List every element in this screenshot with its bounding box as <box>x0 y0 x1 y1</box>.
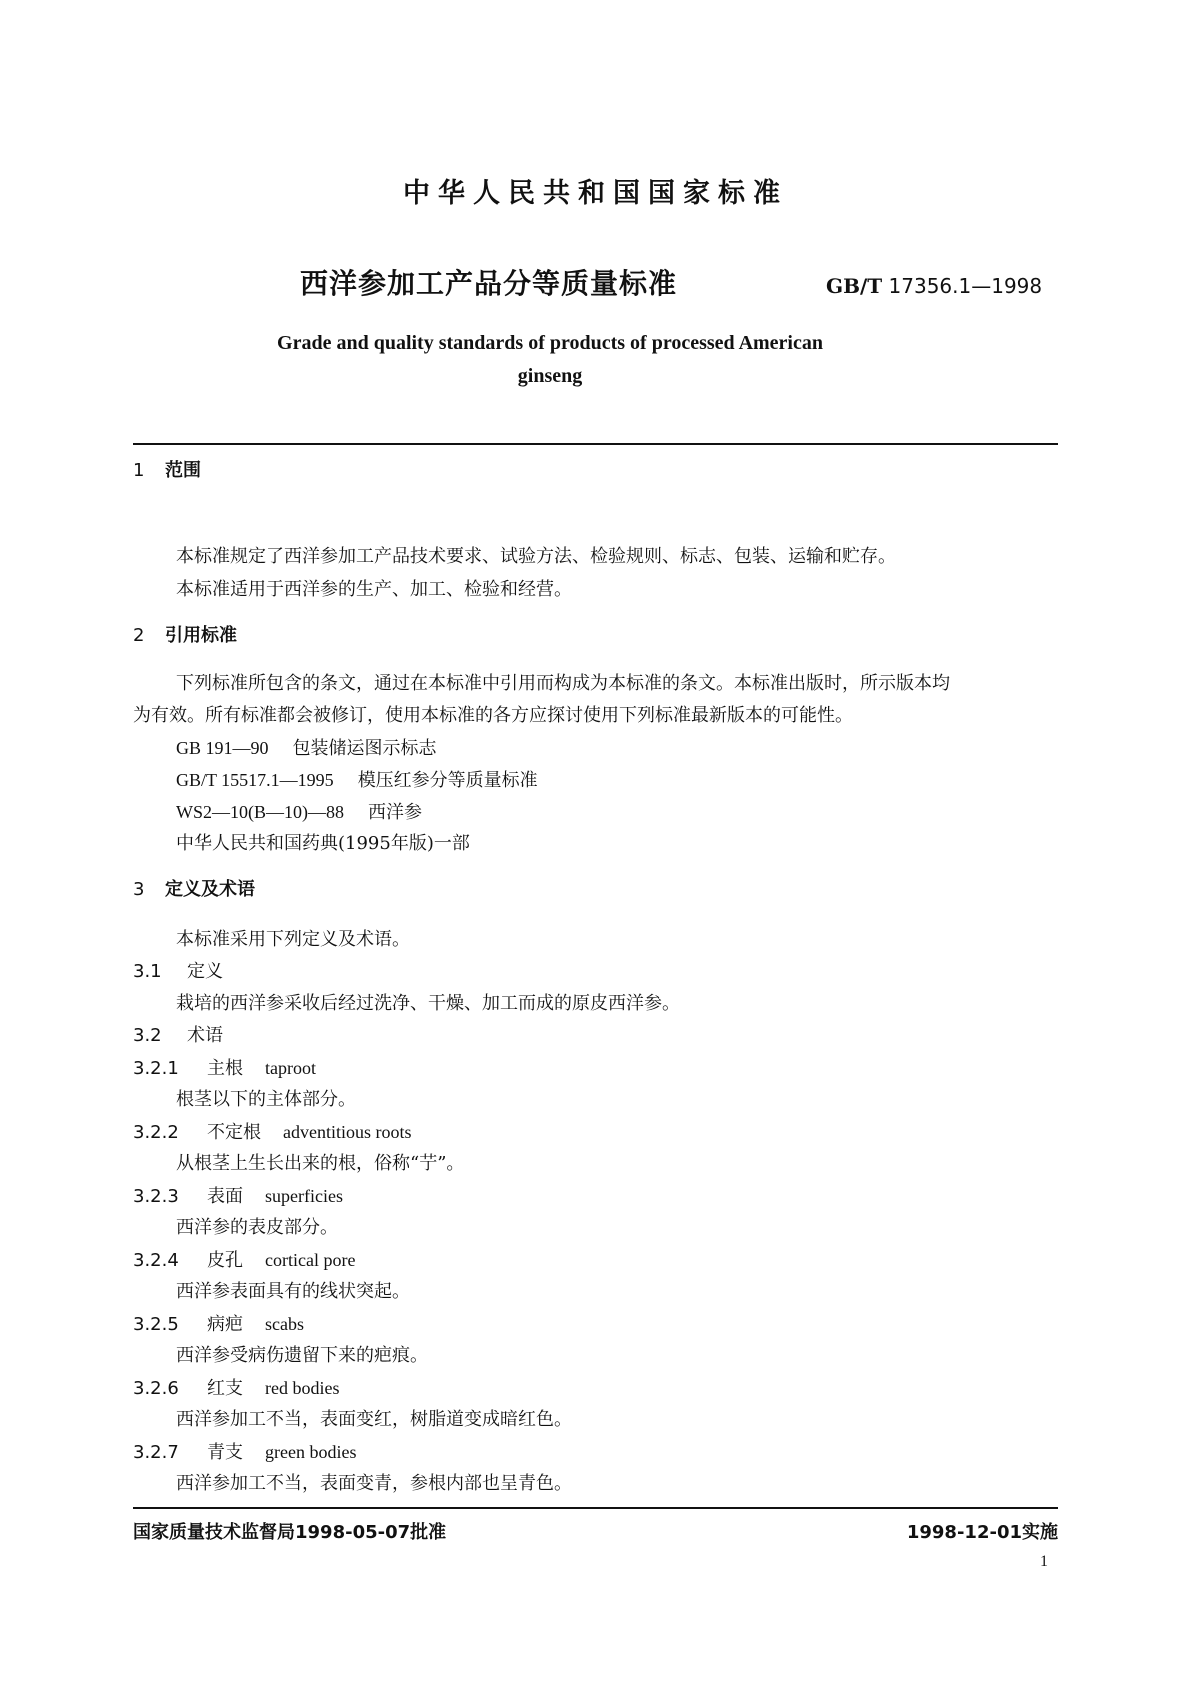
clause-title: 定义 <box>187 961 223 982</box>
term-number: 3.2.7 <box>133 1442 179 1463</box>
reference-name: 模压红参分等质量标准 <box>357 770 538 791</box>
approval-line: 国家质量技术监督局1998-05-07批准 <box>133 1522 447 1543</box>
term-definition: 西洋参受病伤遗留下来的疤痕。 <box>176 1345 428 1366</box>
reference-item <box>176 735 437 762</box>
paragraph: 本标准适用于西洋参的生产、加工、检验和经营。 <box>176 579 572 600</box>
term-definition: 西洋参加工不当，表面变青，参根内部也呈青色。 <box>176 1473 572 1494</box>
reference-item <box>176 799 422 826</box>
term-cn: 红支 <box>207 1378 243 1399</box>
standard-title-cn: 西洋参加工产品分等质量标准 <box>300 267 678 300</box>
term-cn: 主根 <box>207 1058 243 1079</box>
standard-code: 17356.1—1998 <box>888 274 1043 298</box>
term-number: 3.2.6 <box>133 1378 179 1399</box>
term-3-2-4 <box>133 1247 355 1274</box>
term-definition: 西洋参表面具有的线状突起。 <box>176 1281 410 1302</box>
paragraph: 本标准规定了西洋参加工产品技术要求、试验方法、检验规则、标志、包装、运输和贮存。 <box>176 546 896 567</box>
clause-text: 栽培的西洋参采收后经过洗净、干燥、加工而成的原皮西洋参。 <box>176 993 680 1014</box>
page-number: 1 <box>1040 1553 1048 1570</box>
paragraph: 本标准采用下列定义及术语。 <box>176 929 410 950</box>
standard-title-en: Grade and quality standards of products of processed American ginseng <box>277 332 823 387</box>
reference-name: 包装储运图示标志 <box>292 738 437 759</box>
reference-code: GB 191—90 <box>176 738 269 758</box>
section-title: 定义及术语 <box>165 879 255 900</box>
term-cn: 不定根 <box>207 1122 261 1143</box>
term-cn: 表面 <box>207 1186 243 1207</box>
standard-number <box>826 272 1042 300</box>
term-cn: 病疤 <box>207 1314 243 1335</box>
section-title: 范围 <box>165 460 201 481</box>
term-en: taproot <box>265 1058 316 1078</box>
term-cn: 皮孔 <box>207 1250 243 1271</box>
section-title: 引用标准 <box>165 625 237 646</box>
footer-divider <box>133 1507 1058 1509</box>
term-en: superficies <box>265 1186 343 1206</box>
clause-number: 3.2 <box>133 1025 162 1046</box>
term-cn: 青支 <box>207 1442 243 1463</box>
term-number: 3.2.5 <box>133 1314 179 1335</box>
standard-prefix: GB/T <box>826 274 883 298</box>
term-number: 3.2.1 <box>133 1058 179 1079</box>
term-3-2-5 <box>133 1311 304 1338</box>
reference-item <box>176 767 538 794</box>
term-3-2-1 <box>133 1055 316 1082</box>
reference-code: WS2—10(B—10)—88 <box>176 802 344 822</box>
reference-name: 西洋参 <box>368 802 422 823</box>
term-3-2-6 <box>133 1375 339 1402</box>
section-3-heading <box>133 877 255 903</box>
term-3-2-7 <box>133 1439 356 1466</box>
term-number: 3.2.3 <box>133 1186 179 1207</box>
term-en: green bodies <box>265 1442 357 1462</box>
clause-3-2 <box>133 1023 223 1049</box>
paragraph: 为有效。所有标准都会被修订，使用本标准的各方应探讨使用下列标准最新版本的可能性。 <box>133 705 853 726</box>
reference-item <box>176 831 470 857</box>
clause-3-1 <box>133 959 223 985</box>
section-number: 2 <box>133 625 145 646</box>
term-3-2-2 <box>133 1119 412 1146</box>
term-3-2-3 <box>133 1183 343 1210</box>
term-definition: 从根茎上生长出来的根，俗称“艼”。 <box>176 1153 465 1174</box>
term-en: scabs <box>265 1314 304 1334</box>
national-standard-heading: 中华人民共和国国家标准 <box>403 178 788 209</box>
term-number: 3.2.4 <box>133 1250 179 1271</box>
paragraph: 下列标准所包含的条文，通过在本标准中引用而构成为本标准的条文。本标准出版时，所示版本均 <box>176 673 950 694</box>
term-definition: 西洋参加工不当，表面变红，树脂道变成暗红色。 <box>176 1409 572 1430</box>
reference-name: 中华人民共和国药典(1995年版)一部 <box>176 833 470 854</box>
reference-code: GB/T 15517.1—1995 <box>176 770 334 790</box>
header-divider <box>133 443 1058 445</box>
section-number: 1 <box>133 460 145 481</box>
section-1-heading <box>133 458 201 484</box>
clause-title: 术语 <box>187 1025 223 1046</box>
term-en: red bodies <box>265 1378 340 1398</box>
term-en: cortical pore <box>265 1250 356 1270</box>
effective-date: 1998-12-01实施 <box>906 1522 1058 1543</box>
term-number: 3.2.2 <box>133 1122 179 1143</box>
section-number: 3 <box>133 879 145 900</box>
clause-number: 3.1 <box>133 961 162 982</box>
term-definition: 西洋参的表皮部分。 <box>176 1217 338 1238</box>
section-2-heading <box>133 623 237 649</box>
term-definition: 根茎以下的主体部分。 <box>176 1089 356 1110</box>
term-en: adventitious roots <box>283 1122 412 1142</box>
